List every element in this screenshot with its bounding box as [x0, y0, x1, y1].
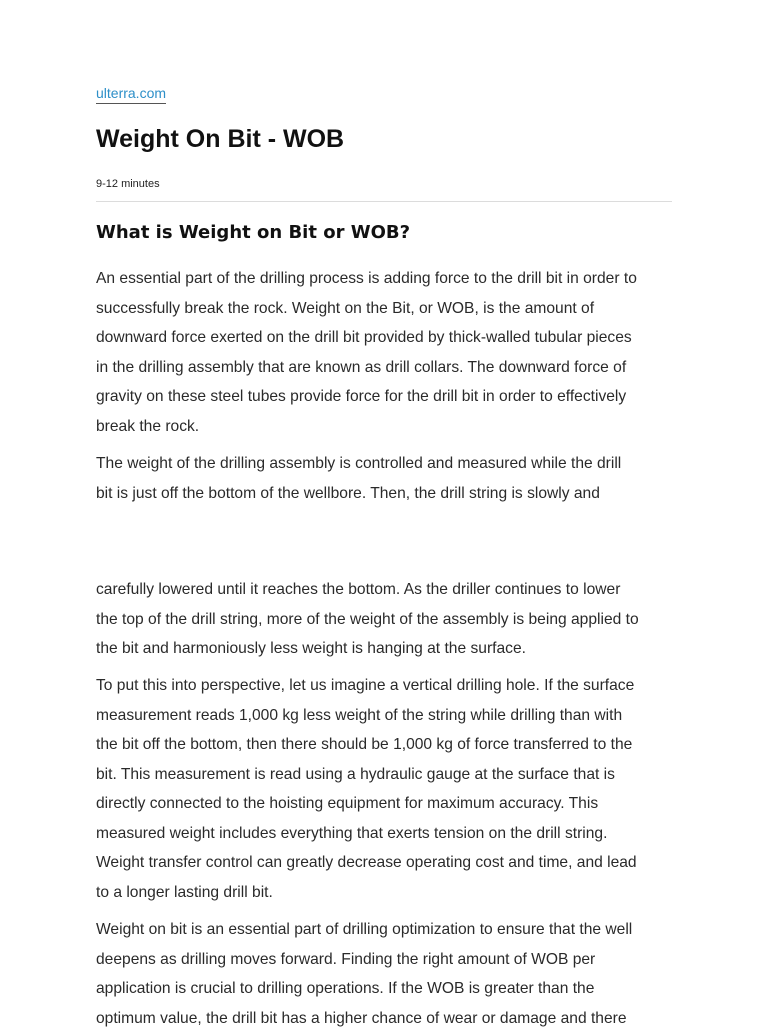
text-line: the top of the drill string, more of the weight of the assembly is being applied to	[96, 605, 672, 635]
section-heading: What is Weight on Bit or WOB?	[96, 220, 410, 246]
text-line: downward force exerted on the drill bit provided by thick-walled tubular pieces	[96, 323, 672, 353]
paragraph-2	[96, 449, 672, 508]
text-line: the bit off the bottom, then there should be 1,000 kg of force transferred to the	[96, 730, 672, 760]
text-line: directly connected to the hoisting equipment for maximum accuracy. This	[96, 789, 672, 819]
text-line: measurement reads 1,000 kg less weight of the string while drilling than with	[96, 701, 672, 731]
text-line: carefully lowered until it reaches the bottom. As the driller continues to lower	[96, 575, 672, 605]
page-title: Weight On Bit - WOB	[96, 122, 344, 156]
paragraph-1	[96, 264, 672, 441]
header-divider	[96, 201, 672, 202]
paragraph-2-continued	[96, 575, 672, 664]
text-line: break the rock.	[96, 412, 672, 442]
text-line: bit. This measurement is read using a hydraulic gauge at the surface that is	[96, 760, 672, 790]
source-link[interactable]: ulterra.com	[96, 84, 166, 104]
paragraph-3	[96, 671, 672, 907]
text-line: gravity on these steel tubes provide force for the drill bit in order to effectively	[96, 382, 672, 412]
text-line: deepens as drilling moves forward. Finding the right amount of WOB per	[96, 945, 672, 975]
text-line: bit is just off the bottom of the wellbore. Then, the drill string is slowly and	[96, 479, 672, 509]
paragraph-4	[96, 915, 672, 1033]
text-line: the bit and harmoniously less weight is hanging at the surface.	[96, 634, 672, 664]
text-line: Weight on bit is an essential part of drilling optimization to ensure that the well	[96, 915, 672, 945]
text-line: successfully break the rock. Weight on the Bit, or WOB, is the amount of	[96, 294, 672, 324]
text-line: To put this into perspective, let us imagine a vertical drilling hole. If the surface	[96, 671, 672, 701]
text-line: An essential part of the drilling process is adding force to the drill bit in order to	[96, 264, 672, 294]
text-line: application is crucial to drilling operations. If the WOB is greater than the	[96, 974, 672, 1004]
text-line: optimum value, the drill bit has a higher chance of wear or damage and there	[96, 1004, 672, 1033]
text-line: measured weight includes everything that exerts tension on the drill string.	[96, 819, 672, 849]
text-line: in the drilling assembly that are known as drill collars. The downward force of	[96, 353, 672, 383]
text-line: Weight transfer control can greatly decrease operating cost and time, and lead	[96, 848, 672, 878]
text-line: The weight of the drilling assembly is controlled and measured while the drill	[96, 449, 672, 479]
text-line: to a longer lasting drill bit.	[96, 878, 672, 908]
read-time: 9-12 minutes	[96, 177, 160, 191]
